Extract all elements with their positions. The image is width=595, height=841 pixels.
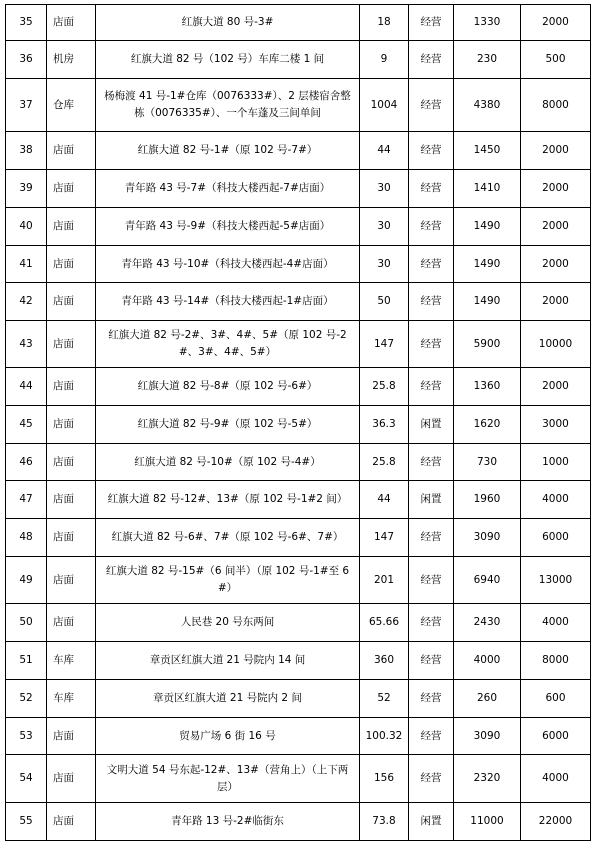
property-area: 360 bbox=[360, 642, 409, 680]
table-row bbox=[6, 368, 591, 406]
row-number: 43 bbox=[6, 321, 47, 368]
table-row bbox=[6, 444, 591, 481]
property-area: 30 bbox=[360, 208, 409, 246]
value-1: 1330 bbox=[454, 5, 521, 41]
row-number: 51 bbox=[6, 642, 47, 680]
property-address: 章贡区红旗大道 21 号院内 14 间 bbox=[96, 642, 360, 680]
row-number: 40 bbox=[6, 208, 47, 246]
property-address: 红旗大道 82 号-10#（原 102 号-4#） bbox=[96, 444, 360, 481]
value-1: 6940 bbox=[454, 557, 521, 604]
value-1: 230 bbox=[454, 41, 521, 79]
table-row bbox=[6, 680, 591, 718]
property-address: 红旗大道 82 号-15#（6 间半）（原 102 号-1#至 6#） bbox=[96, 557, 360, 604]
table-body bbox=[6, 5, 591, 841]
value-1: 1490 bbox=[454, 246, 521, 283]
value-2: 4000 bbox=[521, 755, 591, 803]
property-type: 店面 bbox=[47, 803, 96, 841]
property-type: 店面 bbox=[47, 321, 96, 368]
row-number: 52 bbox=[6, 680, 47, 718]
property-address: 章贡区红旗大道 21 号院内 2 间 bbox=[96, 680, 360, 718]
row-number: 42 bbox=[6, 283, 47, 321]
property-type: 店面 bbox=[47, 170, 96, 208]
table-row bbox=[6, 718, 591, 755]
value-1: 4380 bbox=[454, 79, 521, 132]
value-1: 1960 bbox=[454, 481, 521, 519]
row-number: 39 bbox=[6, 170, 47, 208]
property-status: 经营 bbox=[409, 444, 454, 481]
value-1: 2430 bbox=[454, 604, 521, 642]
value-2: 6000 bbox=[521, 718, 591, 755]
property-type: 店面 bbox=[47, 368, 96, 406]
table-row bbox=[6, 481, 591, 519]
table-row bbox=[6, 5, 591, 41]
table-row bbox=[6, 604, 591, 642]
property-area: 25.8 bbox=[360, 444, 409, 481]
value-2: 1000 bbox=[521, 444, 591, 481]
property-address: 红旗大道 82 号（102 号）车库二楼 1 间 bbox=[96, 41, 360, 79]
table-row bbox=[6, 170, 591, 208]
table-row bbox=[6, 755, 591, 803]
property-status: 经营 bbox=[409, 132, 454, 170]
property-status: 经营 bbox=[409, 604, 454, 642]
value-2: 6000 bbox=[521, 519, 591, 557]
property-area: 44 bbox=[360, 132, 409, 170]
value-2: 2000 bbox=[521, 368, 591, 406]
property-area: 50 bbox=[360, 283, 409, 321]
property-status: 经营 bbox=[409, 79, 454, 132]
row-number: 35 bbox=[6, 5, 47, 41]
property-type: 店面 bbox=[47, 604, 96, 642]
row-number: 46 bbox=[6, 444, 47, 481]
value-2: 2000 bbox=[521, 246, 591, 283]
table-row bbox=[6, 803, 591, 841]
value-1: 4000 bbox=[454, 642, 521, 680]
property-address: 青年路 43 号-9#（科技大楼西起-5#店面） bbox=[96, 208, 360, 246]
value-2: 10000 bbox=[521, 321, 591, 368]
value-1: 1620 bbox=[454, 406, 521, 444]
property-address: 杨梅渡 41 号-1#仓库（0076333#）、2 层楼宿舍整栋（0076335#）、一个车蓬及三间单间 bbox=[96, 79, 360, 132]
table-row bbox=[6, 41, 591, 79]
property-status: 经营 bbox=[409, 755, 454, 803]
row-number: 47 bbox=[6, 481, 47, 519]
row-number: 54 bbox=[6, 755, 47, 803]
property-status: 经营 bbox=[409, 642, 454, 680]
property-type: 店面 bbox=[47, 444, 96, 481]
value-1: 5900 bbox=[454, 321, 521, 368]
table-row bbox=[6, 246, 591, 283]
property-address: 红旗大道 82 号-12#、13#（原 102 号-1#2 间） bbox=[96, 481, 360, 519]
row-number: 37 bbox=[6, 79, 47, 132]
property-address: 红旗大道 82 号-2#、3#、4#、5#（原 102 号-2#、3#、4#、5#） bbox=[96, 321, 360, 368]
value-2: 500 bbox=[521, 41, 591, 79]
property-area: 25.8 bbox=[360, 368, 409, 406]
property-type: 店面 bbox=[47, 406, 96, 444]
property-status: 闲置 bbox=[409, 481, 454, 519]
property-type: 店面 bbox=[47, 718, 96, 755]
property-type: 店面 bbox=[47, 519, 96, 557]
property-table bbox=[5, 4, 591, 841]
property-type: 店面 bbox=[47, 132, 96, 170]
property-type: 店面 bbox=[47, 283, 96, 321]
row-number: 48 bbox=[6, 519, 47, 557]
property-type: 店面 bbox=[47, 246, 96, 283]
table-row bbox=[6, 406, 591, 444]
property-area: 100.32 bbox=[360, 718, 409, 755]
property-type: 店面 bbox=[47, 208, 96, 246]
property-area: 18 bbox=[360, 5, 409, 41]
property-status: 经营 bbox=[409, 718, 454, 755]
property-address: 文明大道 54 号东起-12#、13#（营角上）（上下两层） bbox=[96, 755, 360, 803]
property-area: 36.3 bbox=[360, 406, 409, 444]
value-1: 3090 bbox=[454, 718, 521, 755]
table-row bbox=[6, 283, 591, 321]
value-1: 1410 bbox=[454, 170, 521, 208]
property-type: 店面 bbox=[47, 755, 96, 803]
value-1: 3090 bbox=[454, 519, 521, 557]
property-status: 经营 bbox=[409, 557, 454, 604]
property-status: 经营 bbox=[409, 519, 454, 557]
table-row bbox=[6, 79, 591, 132]
value-1: 260 bbox=[454, 680, 521, 718]
value-1: 730 bbox=[454, 444, 521, 481]
property-address: 贸易广场 6 街 16 号 bbox=[96, 718, 360, 755]
table-row bbox=[6, 132, 591, 170]
table-row bbox=[6, 642, 591, 680]
table-row bbox=[6, 519, 591, 557]
value-1: 1450 bbox=[454, 132, 521, 170]
value-2: 3000 bbox=[521, 406, 591, 444]
table-row bbox=[6, 208, 591, 246]
property-type: 店面 bbox=[47, 5, 96, 41]
value-2: 600 bbox=[521, 680, 591, 718]
value-1: 2320 bbox=[454, 755, 521, 803]
table-row bbox=[6, 321, 591, 368]
value-2: 4000 bbox=[521, 481, 591, 519]
property-address: 青年路 43 号-14#（科技大楼西起-1#店面） bbox=[96, 283, 360, 321]
property-address: 青年路 13 号-2#临街东 bbox=[96, 803, 360, 841]
table-row bbox=[6, 557, 591, 604]
row-number: 36 bbox=[6, 41, 47, 79]
value-2: 2000 bbox=[521, 170, 591, 208]
property-status: 经营 bbox=[409, 208, 454, 246]
property-area: 201 bbox=[360, 557, 409, 604]
property-status: 经营 bbox=[409, 680, 454, 718]
property-type: 车库 bbox=[47, 680, 96, 718]
property-address: 人民巷 20 号东两间 bbox=[96, 604, 360, 642]
value-2: 4000 bbox=[521, 604, 591, 642]
row-number: 38 bbox=[6, 132, 47, 170]
value-2: 2000 bbox=[521, 5, 591, 41]
property-area: 30 bbox=[360, 246, 409, 283]
property-status: 经营 bbox=[409, 321, 454, 368]
property-address: 红旗大道 82 号-8#（原 102 号-6#） bbox=[96, 368, 360, 406]
value-2: 8000 bbox=[521, 79, 591, 132]
value-1: 1490 bbox=[454, 283, 521, 321]
row-number: 50 bbox=[6, 604, 47, 642]
property-area: 147 bbox=[360, 321, 409, 368]
property-address: 青年路 43 号-7#（科技大楼西起-7#店面） bbox=[96, 170, 360, 208]
property-address: 青年路 43 号-10#（科技大楼西起-4#店面） bbox=[96, 246, 360, 283]
value-2: 2000 bbox=[521, 208, 591, 246]
value-2: 22000 bbox=[521, 803, 591, 841]
row-number: 44 bbox=[6, 368, 47, 406]
property-address: 红旗大道 82 号-9#（原 102 号-5#） bbox=[96, 406, 360, 444]
property-status: 经营 bbox=[409, 246, 454, 283]
property-status: 经营 bbox=[409, 170, 454, 208]
property-area: 73.8 bbox=[360, 803, 409, 841]
property-type: 店面 bbox=[47, 481, 96, 519]
property-area: 44 bbox=[360, 481, 409, 519]
property-area: 156 bbox=[360, 755, 409, 803]
row-number: 49 bbox=[6, 557, 47, 604]
property-type: 车库 bbox=[47, 642, 96, 680]
value-2: 2000 bbox=[521, 283, 591, 321]
property-status: 经营 bbox=[409, 41, 454, 79]
value-1: 11000 bbox=[454, 803, 521, 841]
property-area: 65.66 bbox=[360, 604, 409, 642]
value-2: 8000 bbox=[521, 642, 591, 680]
value-1: 1490 bbox=[454, 208, 521, 246]
property-status: 经营 bbox=[409, 283, 454, 321]
property-type: 店面 bbox=[47, 557, 96, 604]
row-number: 45 bbox=[6, 406, 47, 444]
property-area: 30 bbox=[360, 170, 409, 208]
row-number: 55 bbox=[6, 803, 47, 841]
property-address: 红旗大道 80 号-3# bbox=[96, 5, 360, 41]
property-area: 147 bbox=[360, 519, 409, 557]
property-area: 1004 bbox=[360, 79, 409, 132]
value-2: 2000 bbox=[521, 132, 591, 170]
property-area: 52 bbox=[360, 680, 409, 718]
property-status: 经营 bbox=[409, 5, 454, 41]
property-type: 仓库 bbox=[47, 79, 96, 132]
value-2: 13000 bbox=[521, 557, 591, 604]
property-type: 机房 bbox=[47, 41, 96, 79]
row-number: 41 bbox=[6, 246, 47, 283]
property-status: 闲置 bbox=[409, 406, 454, 444]
property-address: 红旗大道 82 号-1#（原 102 号-7#） bbox=[96, 132, 360, 170]
row-number: 53 bbox=[6, 718, 47, 755]
property-status: 经营 bbox=[409, 368, 454, 406]
property-area: 9 bbox=[360, 41, 409, 79]
property-status: 闲置 bbox=[409, 803, 454, 841]
value-1: 1360 bbox=[454, 368, 521, 406]
property-address: 红旗大道 82 号-6#、7#（原 102 号-6#、7#） bbox=[96, 519, 360, 557]
